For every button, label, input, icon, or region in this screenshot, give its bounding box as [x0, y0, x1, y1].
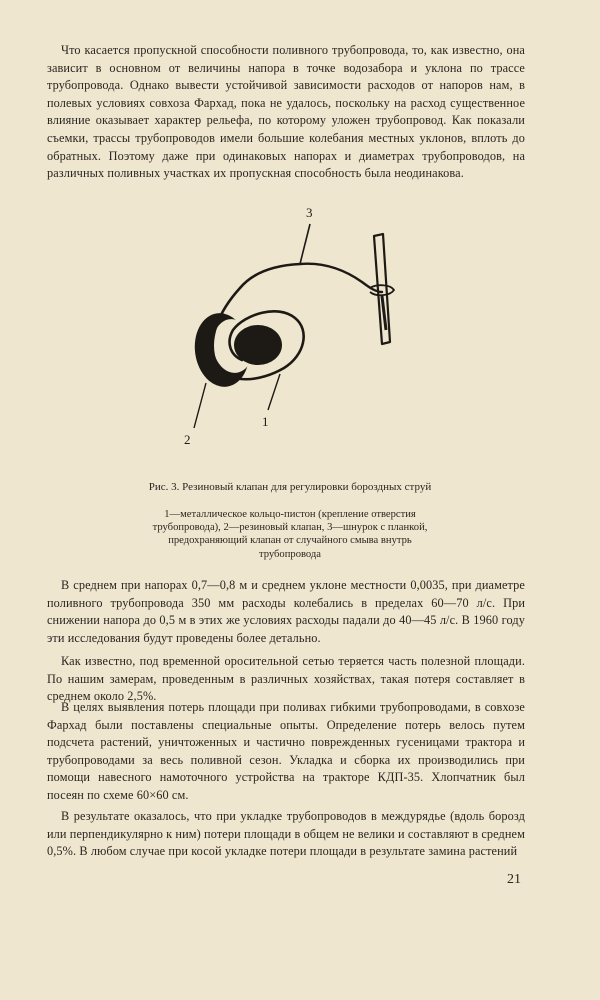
- figure-caption-legend: 1—металлическое кольцо-пистон (крепление отверстия трубопровода), 2—резиновый клапан, 3—шнурок с планкой, предохраняющий клапан от случайного смыва внутрь трубопровода: [152, 509, 428, 560]
- figure-caption-title: Рис. 3. Резиновый клапан для регулировки бороздных струй: [148, 481, 432, 493]
- figure-label-3: 3: [306, 205, 313, 220]
- plank-bar: [374, 234, 390, 344]
- paragraph-area-loss: Как известно, под временной оросительной сетью теряется часть полезной площади. По нашим замерам, проведенным в различных хозяйствах, такая потеря составляет в среднем около 2,5%.: [47, 654, 525, 704]
- paragraph-pipeline-capacity: Что касается пропускной способности поливного трубопровода, то, как известно, она зависит в основном от величины напора в точке водозабора и уклона по трассе трубопровода. Однако вывести устойчивой зависимости расходов от напоров нам, в полевых условиях совхоза Фархад, пока не удалось, поскольку на расход существенное влияние оказывает характер рельефа, по которому уложен трубопровод. Как показали съемки, трассы трубопроводов имели большие колебания местных уклонов, вплоть до обратных. Поэтому даже при одинаковых напорах и диаметрах трубопроводов, на различных поливных участках их пропускная способность была неодинакова.: [47, 43, 525, 181]
- page-number: 21: [507, 872, 521, 887]
- paragraph-results: В результате оказалось, что при укладке трубопроводов в междурядье (вдоль борозд или перпендикулярно к ним) потери площади в общем не велики и составляют в среднем 0,5%. В любом случае при косой укладке потери площади в результате замина растений: [47, 809, 525, 859]
- paragraph-experiments: В целях выявления потерь площади при поливах гибкими трубопроводами, в совхозе Фархад были поставлены специальные опыты. Определение потерь велось путем подсчета растений, уничтоженных и частично поврежденных гусеницами трактора и трубопроводами за весь поливной сезон. Укладка и сборка их производились при помощи навесного намоточного устройства на тракторе КДП-35. Хлопчатник был посеян по схеме 60×60 см.: [47, 700, 525, 802]
- figure-label-2: 2: [184, 432, 191, 447]
- rubber-valve-figure: [150, 200, 420, 460]
- figure-label-1: 1: [262, 414, 269, 429]
- paragraph-flow-rates: В среднем при напорах 0,7—0,8 м и среднем уклоне местности 0,0035, при диаметре поливного трубопровода 350 мм расходы колебались в пределах 60—70 л/с. При снижении напора до 0,5 м в этих же условиях расходы падали до 40—45 л/с. В 1960 году эти исследования будут проведены более детально.: [47, 578, 525, 645]
